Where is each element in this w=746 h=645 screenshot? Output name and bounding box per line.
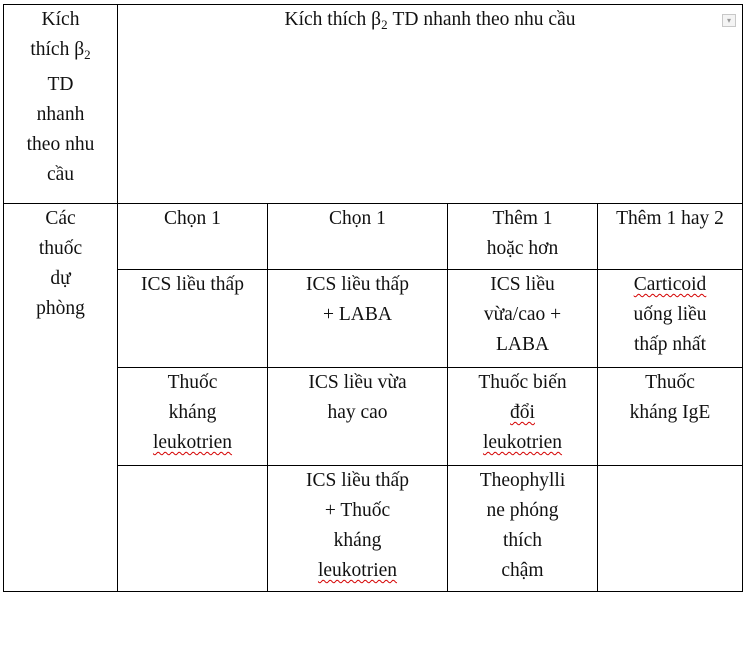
header-left-line-5: theo nhu: [26, 134, 95, 155]
spellcheck-word: leukotrien: [482, 432, 563, 453]
cell-line: Thuốc biến: [478, 372, 567, 393]
table-cell-empty[interactable]: [118, 466, 268, 592]
header-left-cell[interactable]: [4, 5, 118, 204]
table-cell-empty[interactable]: [598, 466, 743, 592]
cell-line: kháng IgE: [629, 402, 711, 423]
cell-line: [454, 428, 591, 458]
dropdown-arrow-icon[interactable]: ▾: [722, 14, 736, 27]
column-header-4-text: Thêm 1 hay 2: [616, 208, 724, 229]
cell-line: + LABA: [323, 304, 392, 325]
cell-line: ICS liều: [490, 274, 555, 295]
preventive-line-3: dự: [50, 268, 71, 289]
header-left-line-4: nhanh: [36, 104, 85, 125]
table-cell[interactable]: [268, 368, 448, 466]
spellcheck-word: đổi: [510, 402, 535, 423]
preventive-line-4: phòng: [36, 298, 85, 319]
cell-line: thích: [503, 530, 542, 551]
cell-line: ICS liều thấp: [141, 274, 244, 295]
column-header-3[interactable]: [448, 204, 598, 270]
cell-line: Theophylli: [479, 470, 566, 491]
cell-line: kháng: [333, 530, 382, 551]
cell-line: thấp nhất: [633, 334, 707, 355]
header-left-line-1: Kích: [41, 9, 80, 30]
cell-line: [604, 270, 736, 300]
column-header-4[interactable]: [598, 204, 743, 270]
cell-line: ne phóng: [486, 500, 559, 521]
cell-line: [274, 556, 441, 586]
column-header-1[interactable]: [118, 204, 268, 270]
column-header-3-line-1: Thêm 1: [492, 208, 553, 229]
header-left-line-2: thích $\beta_2$: [30, 39, 91, 62]
table-cell[interactable]: [448, 466, 598, 592]
treatment-table: [3, 4, 743, 592]
spellcheck-word: leukotrien: [317, 560, 398, 581]
choice-row: [4, 204, 743, 270]
column-header-1-text: Chọn 1: [164, 208, 221, 229]
spellcheck-word: Carticoid: [633, 274, 707, 295]
header-left-line-3: TD: [47, 74, 74, 95]
cell-line: LABA: [495, 334, 550, 355]
table-cell[interactable]: [448, 270, 598, 368]
cell-line: ICS liều vừa: [308, 372, 407, 393]
cell-line: vừa/cao +: [483, 304, 562, 325]
cell-line: ICS liều thấp: [306, 274, 409, 295]
cell-line: Thuốc: [167, 372, 218, 393]
table-cell[interactable]: [118, 368, 268, 466]
column-header-2[interactable]: [268, 204, 448, 270]
preventive-line-2: thuốc: [38, 238, 83, 259]
preventive-line-1: Các: [45, 208, 76, 229]
cell-line: [124, 428, 261, 458]
table-cell[interactable]: [598, 270, 743, 368]
table-cell[interactable]: [598, 368, 743, 466]
cell-line: ICS liều thấp: [306, 470, 409, 491]
table-cell[interactable]: [268, 466, 448, 592]
cell-line: chậm: [501, 560, 544, 581]
table-cell[interactable]: [448, 368, 598, 466]
cell-line: uống liều: [633, 304, 707, 325]
table-cell[interactable]: [118, 270, 268, 368]
cell-line: kháng: [168, 402, 217, 423]
header-span-cell[interactable]: [118, 5, 743, 204]
cell-line: + Thuốc: [324, 500, 391, 521]
column-header-3-line-2: hoặc hơn: [486, 238, 559, 259]
column-header-2-text: Chọn 1: [329, 208, 386, 229]
preventive-label-cell[interactable]: [4, 204, 118, 592]
table-cell[interactable]: [268, 270, 448, 368]
cell-line: Thuốc: [645, 372, 695, 393]
spellcheck-word: leukotrien: [152, 432, 233, 453]
header-left-line-6: cầu: [46, 164, 75, 185]
header-row: [4, 5, 743, 204]
cell-line: [454, 398, 591, 428]
header-span-text: Kích thích $\beta_2$ TD nhanh theo nhu cầu: [284, 9, 576, 32]
cell-line: hay cao: [327, 402, 388, 423]
